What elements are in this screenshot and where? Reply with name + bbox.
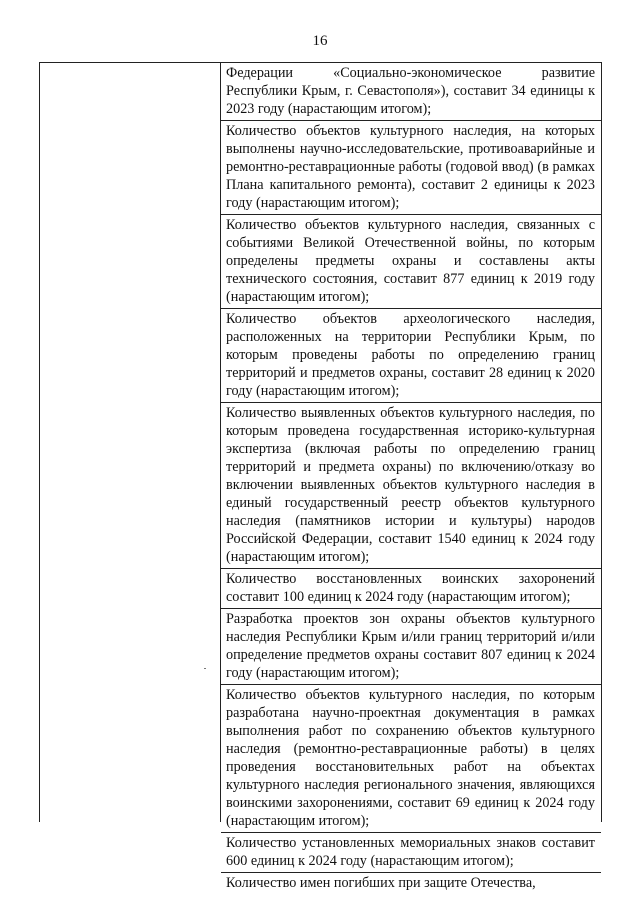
indicator-entry: Количество имен погибших при защите Отечества, [226,875,536,891]
indicator-entry: Количество объектов археологического наследия, расположенных на территории Республики Крым, по которым проведены работы по определению границ территорий и предметов охраны, составит 28 единиц к 2020 году (нарастающим итогом); [221,309,601,403]
table-right-cell [221,63,601,891]
indicator-entry: Количество объектов культурного наследия, связанных с событиями Великой Отечественной войны, по которым определены предметы охраны и составлены акты технического состояния, составит 877 единиц к 2019 году (нарастающим итогом); [221,215,601,309]
indicator-entry: Разработка проектов зон охраны объектов культурного наследия Республики Крым и/или границ территорий и/или определение предметов охраны составит 807 единиц к 2024 году (нарастающим итогом); [221,609,601,685]
scan-artifact-mark [204,668,206,669]
document-table [39,62,602,891]
indicator-entry: Количество установленных мемориальных знаков составит 600 единиц к 2024 году (нарастающим итогом); [221,833,601,873]
indicator-entry: Количество объектов культурного наследия, на которых выполнены научно-исследовательские, противоаварийные и ремонтно-реставрационные работы (годовой ввод) (в рамках Плана капитального ремонта), составит 2 единицы к 2023 году (нарастающим итогом); [221,121,601,215]
page-number: 16 [312,33,328,49]
indicator-entry: Количество выявленных объектов культурного наследия, по которым проведена государственная историко-культурная экспертиза (включая работы по определению границ территорий и предмета охраны) по включению/отказу во включении выявленных объектов культурного наследия в единый государственный реестр объектов культурного наследия (памятников истории и культуры) народов Российской Федерации, составит 1540 единиц к 2024 году (нарастающим итогом); [221,403,601,569]
indicator-entry: Количество объектов культурного наследия, по которым разработана научно-проектная документация в рамках выполнения работ по сохранению объектов культурного наследия (ремонтно-реставрационные работы) в целях проведения восстановительных работ на объектах культурного наследия регионального значения, являющихся воинскими захоронениями, составит 69 единиц к 2024 году (нарастающим итогом); [221,685,601,833]
indicator-entry: Федерации «Социально-экономическое развитие Республики Крым, г. Севастополя»), составит 34 единицы к 2023 году (нарастающим итогом); [221,63,601,121]
table-left-cell [40,63,221,822]
indicator-entry: Количество восстановленных воинских захоронений составит 100 единиц к 2024 году (нарастающим итогом); [221,569,601,609]
